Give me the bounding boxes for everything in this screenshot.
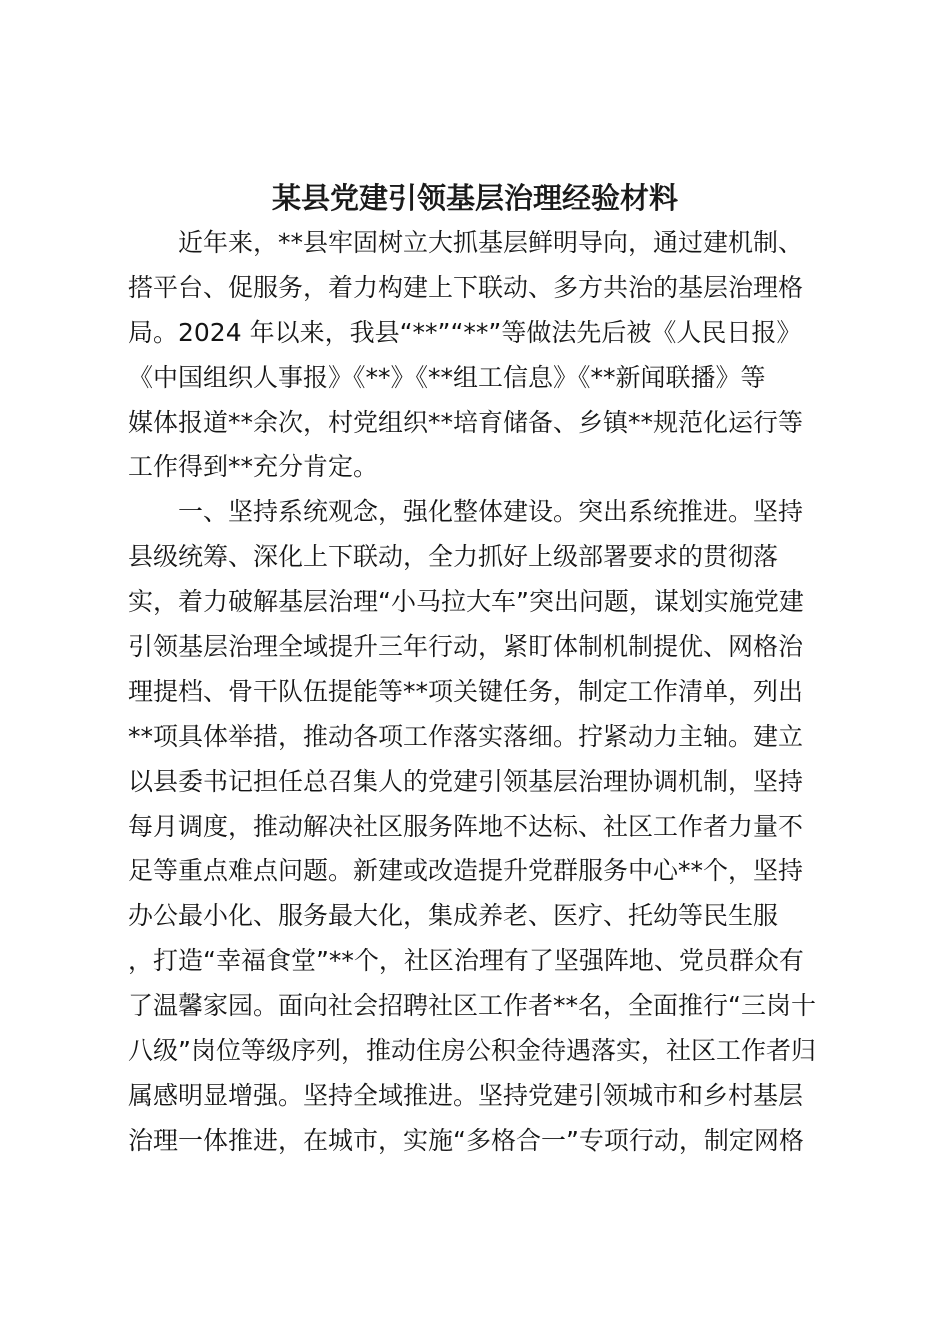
body-line-21: 治理一体推进，在城市，实施“多格合一”专项行动，制定网格 [128, 1126, 804, 1155]
body-line-5: 媒体报道**余次，村党组织**培育储备、乡镇**规范化运行等 [128, 408, 804, 437]
body-line-6: 工作得到**充分肯定。 [128, 452, 379, 481]
body-line-15: 足等重点难点问题。新建或改造提升党群服务中心**个，坚持 [128, 856, 804, 885]
body-line-19: 八级”岗位等级序列，推动住房公积金待遇落实，社区工作者归 [128, 1036, 816, 1065]
body-line-8: 县级统筹、深化上下联动，全力抓好上级部署要求的贯彻落 [128, 542, 779, 571]
body-line-10: 引领基层治理全域提升三年行动，紧盯体制机制提优、网格治 [128, 632, 804, 661]
body-line-7: 一、坚持系统观念，强化整体建设。突出系统推进。坚持 [178, 497, 804, 526]
body-line-4: 《中国组织人事报》《**》《**组工信息》《**新闻联播》等 [128, 363, 766, 392]
body-line-20: 属感明显增强。坚持全域推进。坚持党建引领城市和乡村基层 [128, 1081, 804, 1110]
body-line-1: 近年来，**县牢固树立大抓基层鲜明导向，通过建机制、 [178, 228, 804, 257]
body-line-12: **项具体举措，推动各项工作落实落细。拧紧动力主轴。建立 [128, 722, 804, 751]
body-line-11: 理提档、骨干队伍提能等**项关键任务，制定工作清单，列出 [128, 677, 804, 706]
body-line-9: 实，着力破解基层治理“小马拉大车”突出问题，谋划实施党建 [128, 587, 804, 616]
body-line-18: 了温馨家园。面向社会招聘社区工作者**名，全面推行“三岗十 [128, 991, 816, 1020]
body-line-16: 办公最小化、服务最大化，集成养老、医疗、托幼等民生服 [128, 901, 779, 930]
document-title: 某县党建引领基层治理经验材料 [271, 181, 678, 215]
body-line-2: 搭平台、促服务，着力构建上下联动、多方共治的基层治理格 [128, 273, 804, 302]
body-line-17: ，打造“幸福食堂”**个，社区治理有了坚强阵地、党员群众有 [128, 946, 804, 975]
body-line-13: 以县委书记担任总召集人的党建引领基层治理协调机制，坚持 [128, 767, 804, 796]
body-line-3: 局。2024 年以来，我县“**”“**”等做法先后被《人民日报》 [128, 318, 802, 347]
body-line-14: 每月调度，推动解决社区服务阵地不达标、社区工作者力量不 [128, 812, 804, 841]
